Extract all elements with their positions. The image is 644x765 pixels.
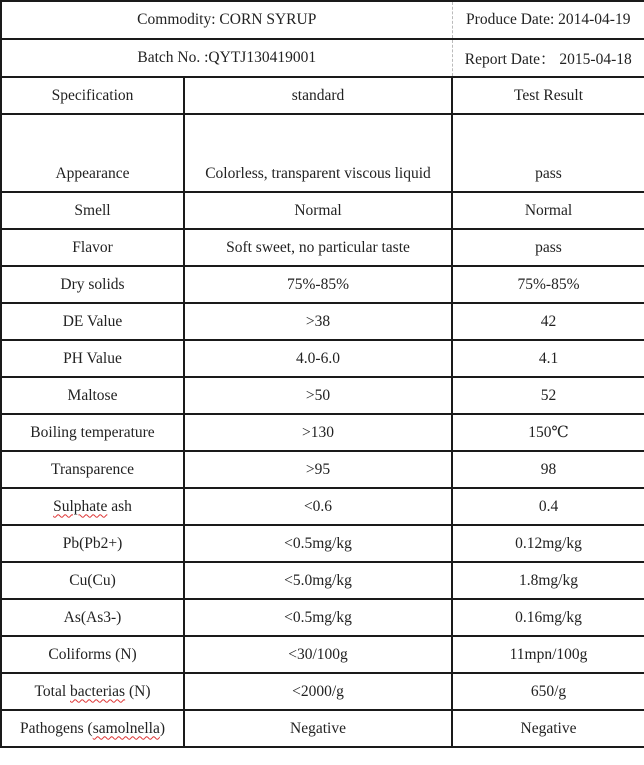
standard-cell: <0.5mg/kg (184, 525, 452, 562)
standard-cell: >38 (184, 303, 452, 340)
spec-cell (1, 488, 184, 525)
produce-date: Produce Date: 2014-04-19 (452, 1, 644, 39)
table-row (1, 673, 644, 710)
batch-number: Batch No. :QYTJ130419001 (1, 39, 452, 77)
spec-cell (1, 710, 184, 747)
header-row-commodity (1, 1, 644, 39)
result-cell: Negative (452, 710, 644, 747)
standard-cell: Colorless, transparent viscous liquid (184, 114, 452, 192)
result-cell: 98 (452, 451, 644, 488)
standard-cell: <0.6 (184, 488, 452, 525)
table-row (1, 229, 644, 266)
standard-cell: <5.0mg/kg (184, 562, 452, 599)
table-row (1, 414, 644, 451)
column-header-row (1, 77, 644, 114)
spec-cell: Flavor (1, 229, 184, 266)
spec-text: Total (34, 682, 71, 700)
standard-cell: Negative (184, 710, 452, 747)
standard-cell: Soft sweet, no particular taste (184, 229, 452, 266)
column-header-specification: Specification (1, 77, 184, 114)
spellcheck-word: bacterias (70, 682, 126, 700)
table-row (1, 525, 644, 562)
table-row (1, 192, 644, 229)
result-cell: 75%-85% (452, 266, 644, 303)
standard-cell: >50 (184, 377, 452, 414)
spec-cell: As(As3-) (1, 599, 184, 636)
table-row (1, 488, 644, 525)
table-row (1, 599, 644, 636)
spec-cell: Appearance (1, 114, 184, 192)
result-cell: 1.8mg/kg (452, 562, 644, 599)
standard-cell: >95 (184, 451, 452, 488)
result-cell: 4.1 (452, 340, 644, 377)
spec-cell: Cu(Cu) (1, 562, 184, 599)
result-cell: 11mpn/100g (452, 636, 644, 673)
spec-cell: Transparence (1, 451, 184, 488)
spec-cell: Maltose (1, 377, 184, 414)
result-cell: 0.12mg/kg (452, 525, 644, 562)
result-cell: pass (452, 229, 644, 266)
table-row (1, 114, 644, 192)
column-header-standard: standard (184, 77, 452, 114)
result-cell: Normal (452, 192, 644, 229)
spec-cell: PH Value (1, 340, 184, 377)
result-cell: 42 (452, 303, 644, 340)
result-cell: 150℃ (452, 414, 644, 451)
table-row (1, 266, 644, 303)
result-cell: 0.4 (452, 488, 644, 525)
table-row (1, 303, 644, 340)
standard-cell: 75%-85% (184, 266, 452, 303)
spec-text: Pathogens ( (19, 719, 93, 737)
standard-cell: <30/100g (184, 636, 452, 673)
result-cell: 52 (452, 377, 644, 414)
table-row (1, 636, 644, 673)
spec-text: ash (107, 497, 132, 515)
standard-cell: <2000/g (184, 673, 452, 710)
spec-text: (N) (125, 682, 151, 700)
standard-cell: 4.0-6.0 (184, 340, 452, 377)
spellcheck-word: samolnella (92, 719, 160, 737)
spec-cell: Boiling temperature (1, 414, 184, 451)
result-cell: 0.16mg/kg (452, 599, 644, 636)
spec-cell: Coliforms (N) (1, 636, 184, 673)
table-row (1, 377, 644, 414)
standard-cell: <0.5mg/kg (184, 599, 452, 636)
report-date: Report Date： 2015-04-18 (452, 39, 644, 77)
spec-cell (1, 673, 184, 710)
commodity-label: Commodity: CORN SYRUP (1, 1, 452, 39)
header-row-batch (1, 39, 644, 77)
table-row (1, 451, 644, 488)
spec-cell: DE Value (1, 303, 184, 340)
column-header-test-result: Test Result (452, 77, 644, 114)
result-cell: 650/g (452, 673, 644, 710)
result-cell: pass (452, 114, 644, 192)
spec-cell: Pb(Pb2+) (1, 525, 184, 562)
table-row (1, 562, 644, 599)
spec-cell: Smell (1, 192, 184, 229)
spellcheck-word: Sulphate (53, 497, 108, 515)
standard-cell: Normal (184, 192, 452, 229)
standard-cell: >130 (184, 414, 452, 451)
spec-cell: Dry solids (1, 266, 184, 303)
table-row (1, 340, 644, 377)
table-row (1, 710, 644, 747)
spec-text: ) (159, 719, 166, 737)
